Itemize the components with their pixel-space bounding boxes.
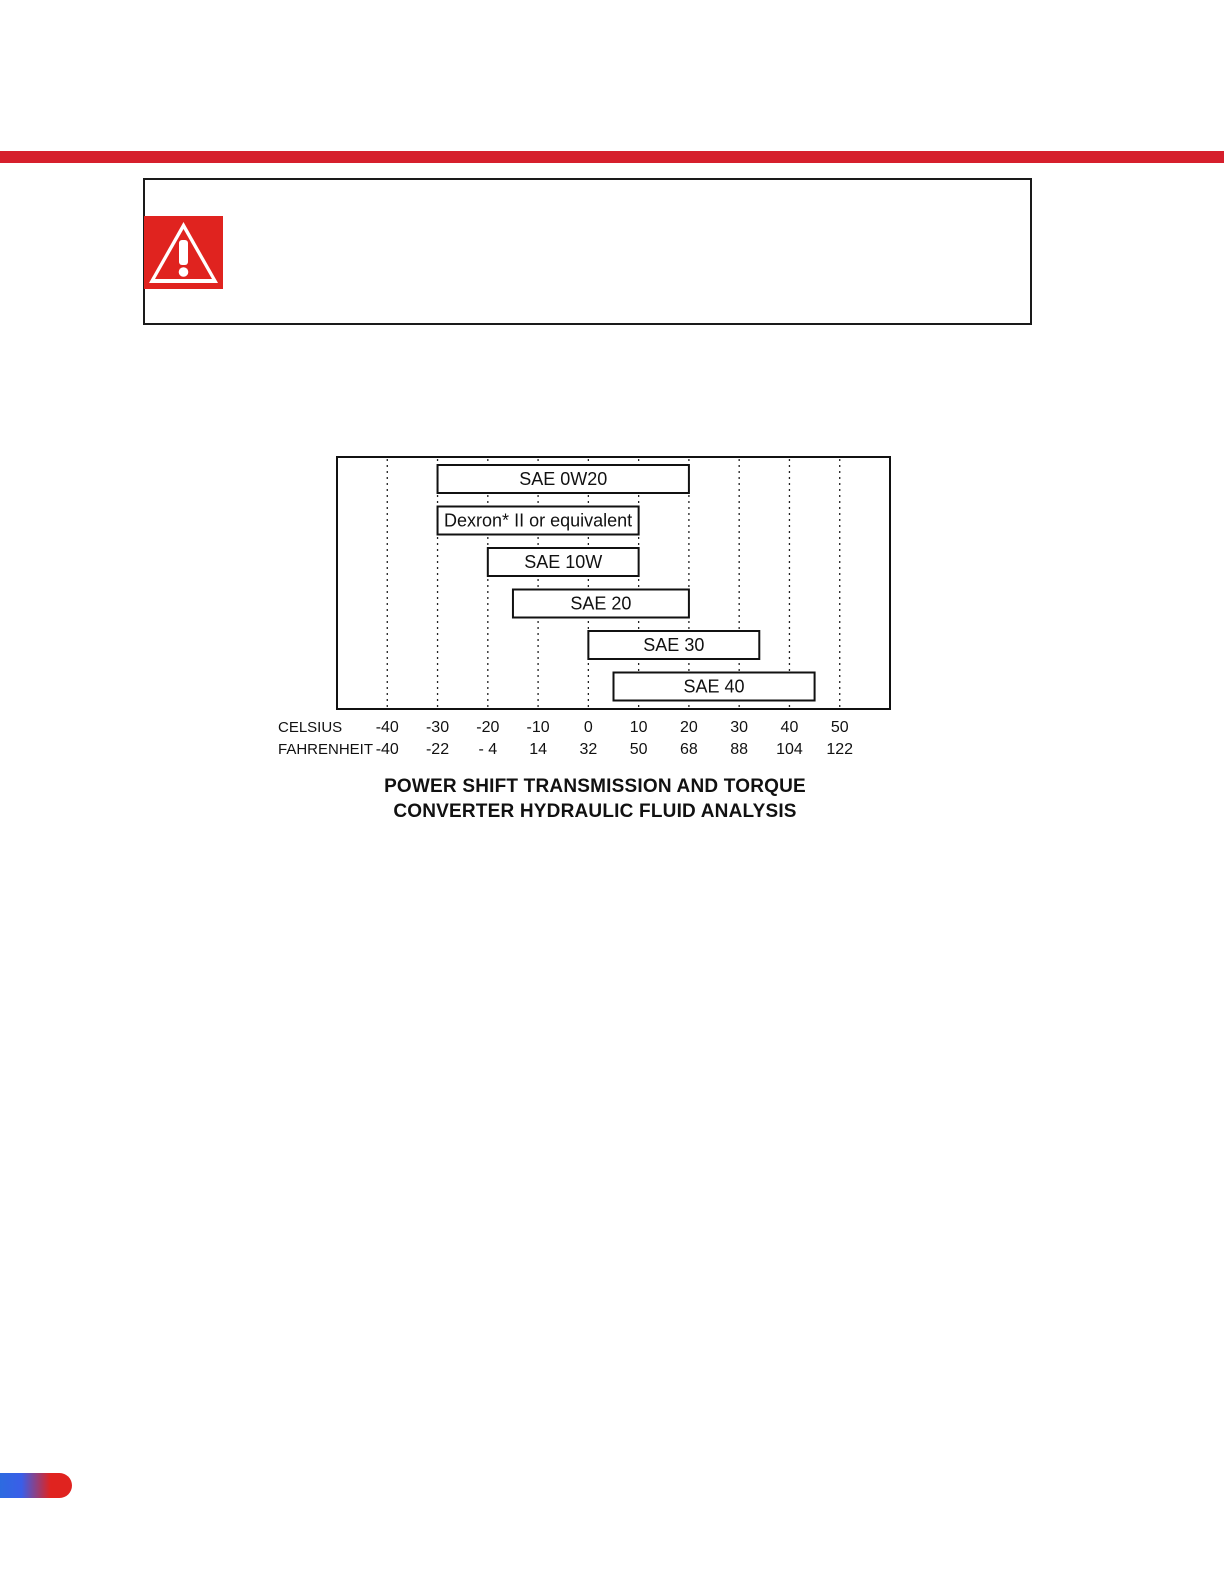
- tick-label: -20: [476, 719, 500, 736]
- tick-label: -40: [375, 741, 399, 758]
- tick-label: 14: [529, 741, 547, 758]
- warning-triangle-icon: [144, 216, 223, 289]
- range-bar-label: SAE 40: [683, 676, 745, 697]
- range-bar-label: SAE 20: [570, 593, 632, 614]
- chart-title-line-2: CONVERTER HYDRAULIC FLUID ANALYSIS: [393, 801, 797, 822]
- tick-label: 0: [583, 719, 593, 736]
- tick-label: 10: [629, 719, 648, 736]
- fluid-viscosity-chart: [270, 445, 910, 775]
- chart-title-line-1: POWER SHIFT TRANSMISSION AND TORQUE: [384, 776, 806, 797]
- page-tab-marker: [0, 1473, 72, 1498]
- tick-label: 104: [776, 741, 803, 758]
- tick-label: -30: [425, 719, 450, 736]
- tick-label: - 4: [478, 741, 498, 758]
- range-bar-label: SAE 30: [643, 635, 705, 655]
- tick-label: 30: [730, 719, 749, 736]
- warning-callout-box: [143, 178, 1032, 325]
- range-bar-label: Dexron* II or equivalent: [444, 510, 633, 531]
- chart-title: [300, 774, 890, 824]
- plot-frame: [337, 457, 890, 709]
- range-bar-label: SAE 0W20: [519, 469, 608, 489]
- tick-label: 50: [830, 719, 849, 736]
- tick-label: -22: [425, 741, 450, 758]
- tick-label: 20: [680, 719, 698, 736]
- tick-label: 32: [579, 741, 598, 758]
- tick-label: -40: [375, 719, 399, 736]
- tick-label: 50: [629, 741, 648, 758]
- tick-label: 40: [780, 719, 799, 736]
- tick-label: 68: [680, 741, 698, 758]
- tick-label: 122: [826, 741, 854, 758]
- axis-scale-label: FAHRENHEIT: [278, 741, 374, 758]
- chart-canvas: [270, 445, 910, 775]
- header-accent-bar: [0, 151, 1224, 163]
- range-bar-label: SAE 10W: [524, 552, 603, 572]
- tick-label: 88: [730, 741, 749, 758]
- axis-scale-label: CELSIUS: [278, 719, 343, 736]
- tick-label: -10: [526, 719, 550, 736]
